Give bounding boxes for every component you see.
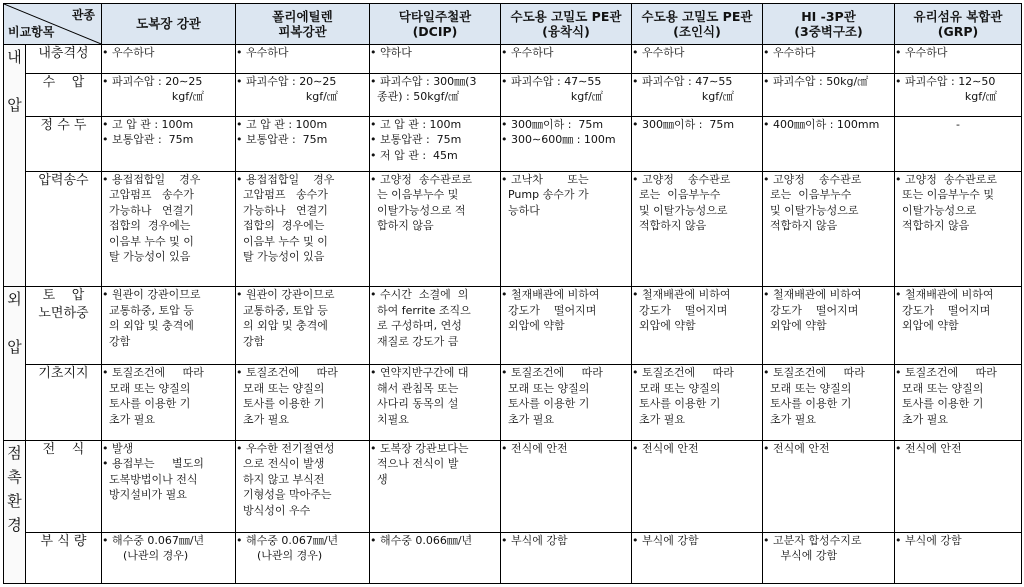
table-cell: • 토질조건에 따라 모래 또는 양질의 토사를 이용한 기 초가 필요	[632, 365, 763, 441]
table-cell: • 파괴수압 : 47∼55 kgf/㎠	[501, 73, 632, 116]
group-label-contact-environment: 점 촉 환 경	[4, 440, 26, 583]
table-row	[4, 365, 1022, 441]
table-cell: • 전식에 안전	[501, 440, 632, 532]
table-row	[4, 287, 1022, 365]
table-cell: • 수시간 소결에 의 하여 ferrite 조직으 로 구성하며, 연성 재질로 강도가 큼	[370, 287, 501, 365]
column-header: 수도용 고밀도 PE관 (조인식)	[632, 4, 763, 45]
table-cell: • 고양정 송수관로로 는 이음부누수 및 이탈가능성으로 적 합하지 않음	[370, 171, 501, 287]
table-cell: • 고낙차 또는 Pump 송수가 가 능하다	[501, 171, 632, 287]
row-label: 내충격성	[26, 44, 102, 73]
group-label-external-pressure: 외 압	[4, 287, 26, 440]
row-label: 압력송수	[26, 171, 102, 287]
table-cell: • 연약지반구간에 대 해서 관침목 또는 사다리 동목의 설 치필요	[370, 365, 501, 441]
table-cell: • 우수하다	[236, 44, 370, 73]
table-cell: • 토질조건에 따라 모래 또는 양질의 토사를 이용한 기 초가 필요	[895, 365, 1022, 441]
table-cell: • 용접접합일 경우 고압펌프 송수가 가능하나 연결기 접합의 경우에는 이음부 누수 및 이 탈 가능성이 있음	[236, 171, 370, 287]
table-cell: • 고 압 관 : 100m • 보통압관 : 75m	[236, 116, 370, 171]
table-cell: • 파괴수압 : 50kg/㎠	[763, 73, 895, 116]
table-cell: -	[895, 116, 1022, 171]
table-cell: • 파괴수압 : 300㎜(3 종관) : 50kgf/㎠	[370, 73, 501, 116]
table-cell: • 우수하다	[632, 44, 763, 73]
table-cell: • 우수하다	[102, 44, 236, 73]
table-cell: • 파괴수압 : 20∼25 kgf/㎠	[236, 73, 370, 116]
table-cell: • 고양정 송수관로 로는 이음부누수 및 이탈가능성으로 적합하지 않음	[632, 171, 763, 287]
table-cell: • 원관이 강관이므로 교통하중, 토압 등 의 외압 및 충격에 강함	[102, 287, 236, 365]
table-cell: • 철재배관에 비하여 강도가 떨어지며 외압에 약함	[632, 287, 763, 365]
table-cell: • 우수한 전기절연성 으로 전식이 발생 하지 않고 부식전 기형성을 막아주는 방식성이 우수	[236, 440, 370, 532]
table-cell: • 고양정 송수관로 로는 이음부누수 및 이탈가능성으로 적합하지 않음	[763, 171, 895, 287]
row-label: 부 식 량	[26, 532, 102, 583]
table-cell: • 부식에 강함	[501, 532, 632, 583]
table-cell: • 전식에 안전	[632, 440, 763, 532]
table-cell: • 도복장 강관보다는 적으나 전식이 발 생	[370, 440, 501, 532]
table-cell: • 파괴수압 : 20∼25 kgf/㎠	[102, 73, 236, 116]
table-cell: • 우수하다	[895, 44, 1022, 73]
table-cell: • 해수중 0.066㎜/년	[370, 532, 501, 583]
table-cell: • 해수중 0.067㎜/년 (나관의 경우)	[236, 532, 370, 583]
table-cell: • 철재배관에 비하여 강도가 떨어지며 외압에 약함	[501, 287, 632, 365]
table-cell: • 300㎜이하 : 75m • 300∼600㎜ : 100m	[501, 116, 632, 171]
table-row	[4, 44, 1022, 73]
table-row	[4, 532, 1022, 583]
table-cell: • 토질조건에 따라 모래 또는 양질의 토사를 이용한 기 초가 필요	[236, 365, 370, 441]
table-cell: • 우수하다	[763, 44, 895, 73]
table-cell: • 약하다	[370, 44, 501, 73]
table-cell: • 용접접합일 경우 고압펌프 송수가 가능하나 연결기 접합의 경우에는 이음부 누수 및 이 탈 가능성이 있음	[102, 171, 236, 287]
header-corner-cell	[4, 4, 102, 45]
table-cell: • 토질조건에 따라 모래 또는 양질의 토사를 이용한 기 초가 필요	[102, 365, 236, 441]
corner-bottom-label: 비교항목	[8, 24, 55, 39]
table-cell: • 철재배관에 비하여 강도가 떨어지며 외압에 약함	[763, 287, 895, 365]
row-label: 전 식	[26, 440, 102, 532]
table-cell: • 우수하다	[501, 44, 632, 73]
table-cell: • 토질조건에 따라 모래 또는 양질의 토사를 이용한 기 초가 필요	[501, 365, 632, 441]
table-cell: • 전식에 안전	[895, 440, 1022, 532]
table-cell: • 토질조건에 따라 모래 또는 양질의 토사를 이용한 기 초가 필요	[763, 365, 895, 441]
table-cell: • 300㎜이하 : 75m	[632, 116, 763, 171]
column-header: 닥타일주철관 (DCIP)	[370, 4, 501, 45]
column-header: 수도용 고밀도 PE관 (융착식)	[501, 4, 632, 45]
table-row	[4, 440, 1022, 532]
table-cell: • 원관이 강관이므로 교통하중, 토압 등 의 외압 및 충격에 강함	[236, 287, 370, 365]
column-header: 도복장 강관	[102, 4, 236, 45]
table-cell: • 해수중 0.067㎜/년 (나관의 경우)	[102, 532, 236, 583]
row-label: 기초지지	[26, 365, 102, 441]
table-row	[4, 116, 1022, 171]
group-label-internal-pressure: 내 압	[4, 44, 26, 286]
row-label: 정 수 두	[26, 116, 102, 171]
table-row	[4, 73, 1022, 116]
table-cell: • 파괴수압 : 12∼50 kgf/㎠	[895, 73, 1022, 116]
table-cell: • 고 압 관 : 100m • 보통압관 : 75m • 저 압 관 : 45m	[370, 116, 501, 171]
table-cell: • 파괴수압 : 47∼55 kgf/㎠	[632, 73, 763, 116]
table-cell: • 철재배관에 비하여 강도가 떨어지며 외압에 약함	[895, 287, 1022, 365]
column-header: HI -3P관 (3중벽구조)	[763, 4, 895, 45]
corner-top-label: 관종	[71, 8, 95, 22]
row-label: 토 압 노면하중	[26, 287, 102, 365]
column-header: 유리섬유 복합관 (GRP)	[895, 4, 1022, 45]
table-cell: • 부식에 강함	[632, 532, 763, 583]
table-cell: • 전식에 안전	[763, 440, 895, 532]
table-cell: • 고분자 합성수지로 부식에 강함	[763, 532, 895, 583]
header-row	[4, 4, 1022, 45]
table-cell: • 부식에 강함	[895, 532, 1022, 583]
table-cell: • 400㎜이하 : 100mm	[763, 116, 895, 171]
table-cell: • 고양정 송수관로로 또는 이음부누수 및 이탈가능성으로 적합하지 않음	[895, 171, 1022, 287]
row-label: 수 압	[26, 73, 102, 116]
column-header: 폴리에틸렌 피복강관	[236, 4, 370, 45]
table-row	[4, 171, 1022, 287]
pipe-comparison-table	[3, 3, 1022, 584]
table-cell: • 발생 • 용접부는 별도의 도복방법이나 전식 방지설비가 필요	[102, 440, 236, 532]
table-cell: • 고 압 관 : 100m • 보통압관 : 75m	[102, 116, 236, 171]
